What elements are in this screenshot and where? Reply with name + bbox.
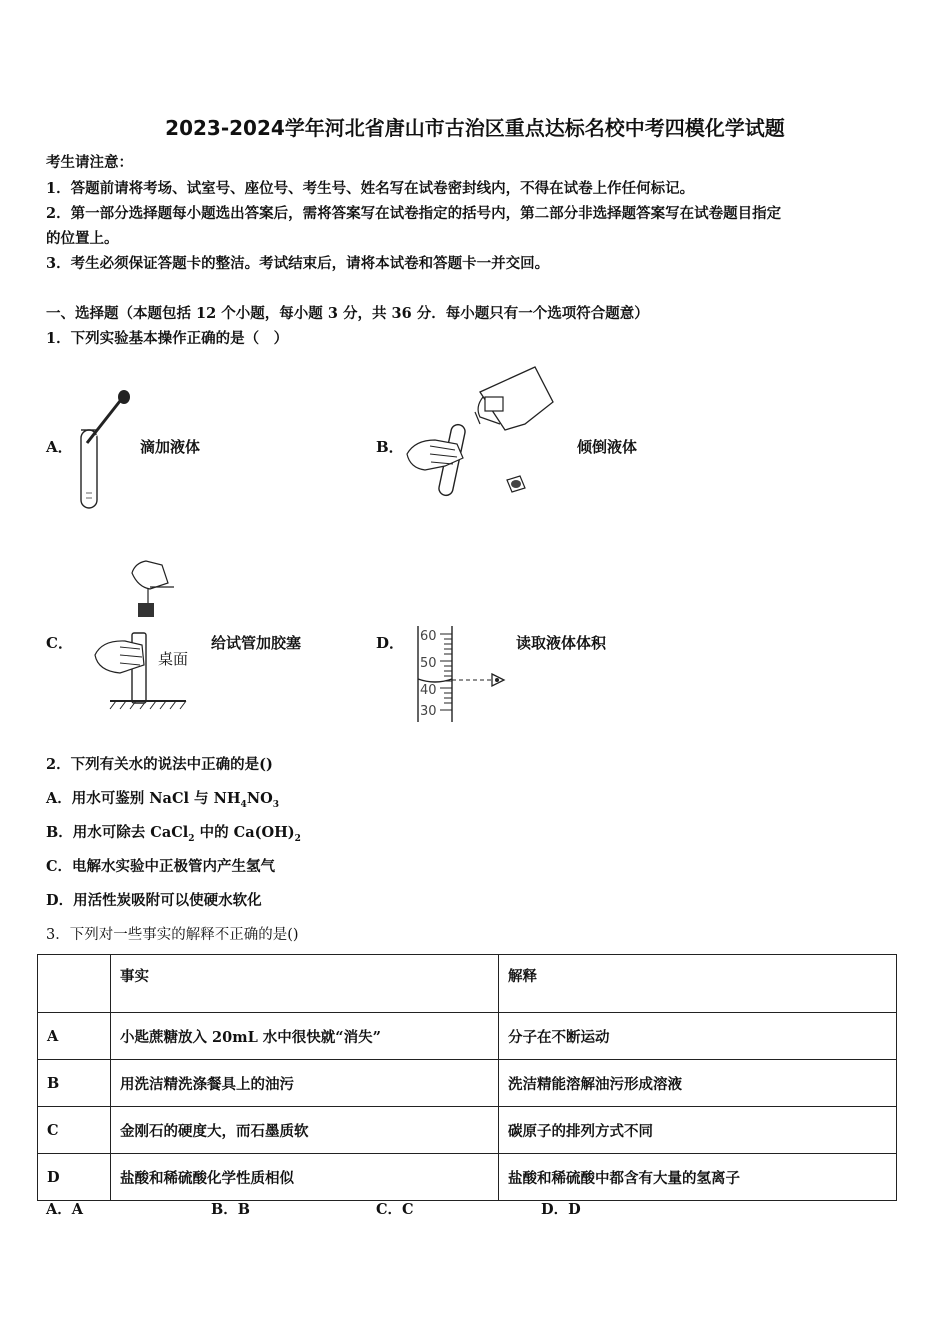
table-cell: 盐酸和稀硫酸中都含有大量的氢离子 [499, 1154, 897, 1201]
q1-option-d-label: 读取液体体积 [516, 634, 607, 652]
q2-option-text: B．用水可除去 CaCl [46, 824, 189, 841]
table-cell: 分子在不断运动 [499, 1013, 897, 1060]
q1-option-a-letter: A． [46, 438, 73, 456]
table-cell: C [38, 1107, 111, 1154]
page-title: 2023-2024学年河北省唐山市古治区重点达标名校中考四模化学试题 [165, 116, 785, 140]
tick-label-60: 60 [420, 629, 437, 644]
table-cell: A [38, 1013, 111, 1060]
q2-option-text: A．用水可鉴别 NaCl 与 NH [46, 790, 241, 807]
table-row [38, 1107, 897, 1154]
notice-item: 3．考生必须保证答题卡的整洁。考试结束后，请将本试卷和答题卡一并交回。 [46, 255, 550, 272]
tick-label-30: 30 [420, 704, 437, 719]
notice-item: 2．第一部分选择题每小题选出答案后，需将答案写在试卷指定的括号内，第二部分非选择题答案写在试卷题目指定 [46, 205, 782, 222]
notice-heading: 考生请注意： [46, 154, 133, 171]
table-header-cell: 事实 [111, 955, 499, 1013]
q2-option-text: 中的 Ca(OH) [194, 824, 295, 841]
notice-item: 的位置上。 [46, 230, 119, 247]
table-cell: B [38, 1060, 111, 1107]
q2-option-text: NO [246, 790, 273, 807]
q1-option-d-letter: D． [376, 634, 405, 652]
table-row [38, 1154, 897, 1201]
question-2-stem: 2．下列有关水的说法中正确的是() [46, 756, 273, 773]
q2-option-a [46, 787, 279, 810]
facts-table [37, 954, 897, 1201]
subscript: 2 [294, 833, 301, 844]
tick-label-40: 40 [420, 683, 437, 698]
subscript: 2 [188, 833, 195, 844]
desk-surface-text: 桌面 [158, 650, 189, 668]
q1-option-c-letter: C． [46, 634, 73, 652]
dropper-test-tube-figure [72, 385, 140, 515]
tick-label-50: 50 [420, 656, 437, 671]
q1-option-a-label: 滴加液体 [140, 438, 201, 456]
subscript: 3 [272, 799, 279, 810]
q1-option-c-label: 给试管加胶塞 [211, 634, 302, 652]
table-cell: 洗洁精能溶解油污形成溶液 [499, 1060, 897, 1107]
table-header-row [38, 955, 897, 1013]
section-heading: 一、选择题（本题包括 12 个小题，每小题 3 分，共 36 分．每小题只有一个选项符合题意） [46, 305, 649, 322]
q2-option-c: C．电解水实验中正极管内产生氢气 [46, 858, 276, 875]
table-cell: D [38, 1154, 111, 1201]
question-1-stem: 1．下列实验基本操作正确的是（ ） [46, 330, 289, 347]
table-cell: 用洗洁精洗涤餐具上的油污 [111, 1060, 499, 1107]
table-header-cell: 解释 [499, 955, 897, 1013]
pouring-liquid-figure [405, 362, 555, 502]
notice-item: 1．答题前请将考场、试室号、座位号、考生号、姓名写在试卷密封线内，不得在试卷上作任何标记。 [46, 180, 695, 197]
table-cell: 盐酸和稀硫酸化学性质相似 [111, 1154, 499, 1201]
question-3-stem: 3．下列对一些事实的解释不正确的是() [46, 927, 299, 943]
subscript: 4 [240, 799, 247, 810]
graduated-cylinder-figure [412, 622, 517, 724]
q2-option-d: D．用活性炭吸附可以使硬水软化 [46, 892, 262, 909]
q1-option-b-label: 倾倒液体 [577, 438, 638, 456]
table-cell: 金刚石的硬度大，而石墨质软 [111, 1107, 499, 1154]
q3-answer-option-a: A．A [46, 1201, 84, 1218]
q3-answer-option-c: C．C [376, 1201, 414, 1218]
table-row [38, 1013, 897, 1060]
table-row [38, 1060, 897, 1107]
stopper-test-tube-figure [90, 555, 190, 715]
q1-option-b-letter: B． [376, 438, 404, 456]
table-cell: 碳原子的排列方式不同 [499, 1107, 897, 1154]
q2-option-b [46, 821, 301, 844]
table-cell: 小匙蔗糖放入 20mL 水中很快就“消失” [111, 1013, 499, 1060]
q3-answer-option-d: D．D [541, 1201, 581, 1218]
table-header-cell [38, 955, 111, 1013]
q3-answer-option-b: B．B [211, 1201, 251, 1218]
